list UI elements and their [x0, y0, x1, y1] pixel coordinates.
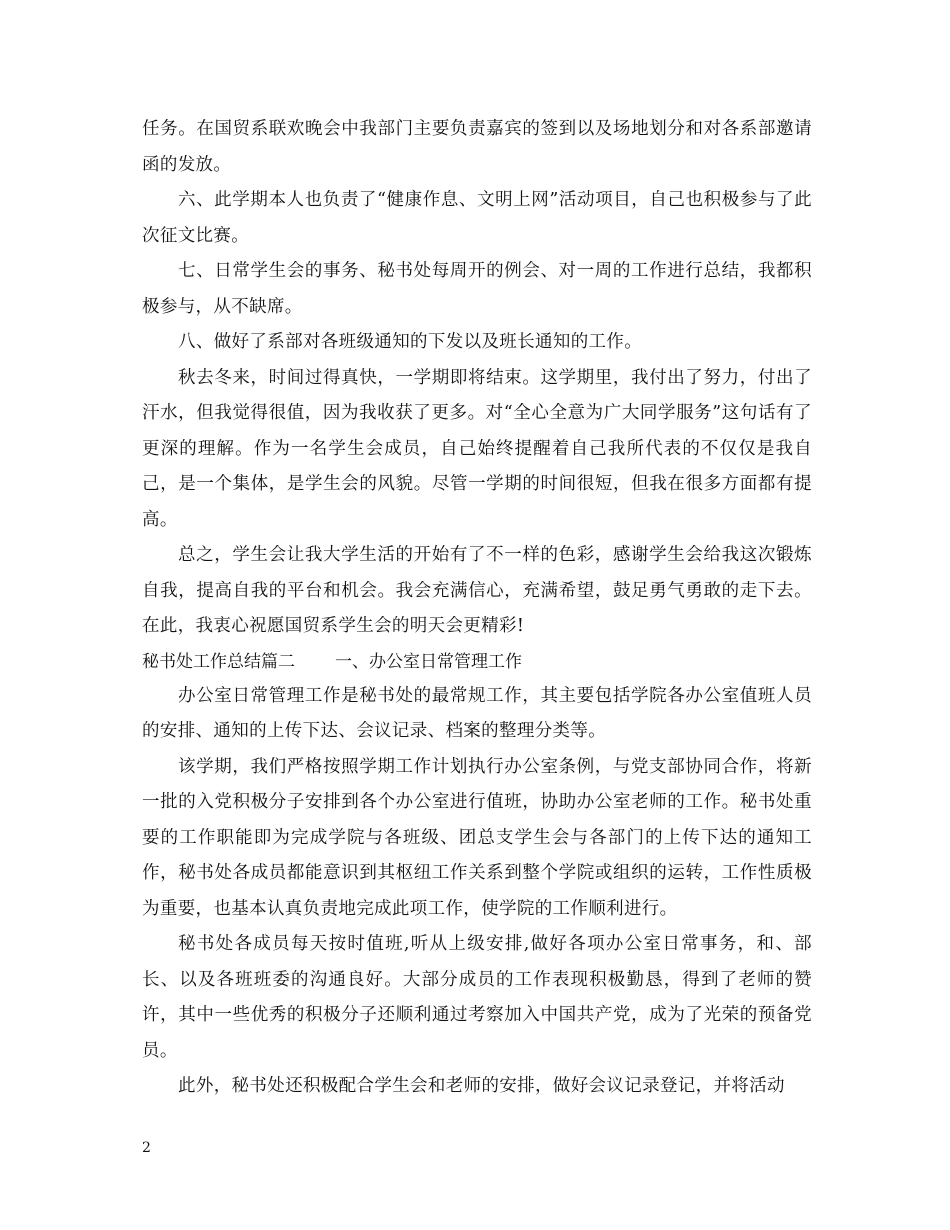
- heading-title: 秘书处工作总结篇二: [142, 651, 295, 672]
- paragraph: 秋去冬来，时间过得真快，一学期即将结束。这学期里，我付出了努力，付出了汗水，但我觉得很值，因为我收获了更多。对“全心全意为广大同学服务”这句话有了更深的理解。作为一名学生会成员，自己始终提醒着自己我所代表的不仅仅是我自己，是一个集体，是学生会的风貌。尽管一学期的时间很短，但我在很多方面都有提高。: [142, 367, 812, 530]
- paragraph: 七、日常学生会的事务、秘书处每周开的例会、对一周的工作进行总结，我都积极参与，从不缺席。: [142, 261, 812, 317]
- paragraph: 任务。在国贸系联欢晚会中我部门主要负责嘉宾的签到以及场地划分和对各系部邀请函的发放。: [142, 119, 812, 175]
- paragraphs-before: [142, 112, 812, 645]
- paragraphs-after: [142, 679, 812, 1105]
- paragraph: 八、做好了系部对各班级通知的下发以及班长通知的工作。: [178, 332, 643, 352]
- paragraph: 办公室日常管理工作是秘书处的最常规工作，其主要包括学院各办公室值班人员的安排、通知的上传下达、会议记录、档案的整理分类等。: [142, 685, 812, 741]
- page-number: 2: [142, 1140, 151, 1156]
- heading-subtitle: 一、办公室日常管理工作: [335, 651, 522, 672]
- paragraph: 该学期，我们严格按照学期工作计划执行办公室条例，与党支部协同合作，将新一批的入党积极分子安排到各个办公室进行值班，协助办公室老师的工作。秘书处重要的工作职能即为完成学院与各班级、团总支学生会与各部门的上传下达的通知工作，秘书处各成员都能意识到其枢纽工作关系到整个学院或组织的运转，工作性质极为重要，也基本认真负责地完成此项工作，使学院的工作顺利进行。: [142, 756, 812, 919]
- paragraph: 秘书处各成员每天按时值班,听从上级安排,做好各项办公室日常事务，和、部长、以及各班班委的沟通良好。大部分成员的工作表现积极勤恳，得到了老师的赞许，其中一些优秀的积极分子还顺利通过考察加入中国共产党，成为了光荣的预备党员。: [142, 934, 812, 1061]
- paragraph: 总之，学生会让我大学生活的开始有了不一样的色彩，感谢学生会给我这次锻炼自我，提高自我的平台和机会。我会充满信心，充满希望，鼓足勇气勇敢的走下去。在此，我衷心祝愿国贸系学生会的明天会更精彩!: [142, 545, 812, 636]
- paragraph: 此外，秘书处还积极配合学生会和老师的安排，做好会议记录登记，并将活动: [178, 1076, 785, 1096]
- paragraph: 六、此学期本人也负责了“健康作息、文明上网”活动项目，自己也积极参与了此次征文比赛。: [142, 190, 812, 246]
- section-heading: [142, 645, 812, 679]
- page-body: [142, 112, 812, 1105]
